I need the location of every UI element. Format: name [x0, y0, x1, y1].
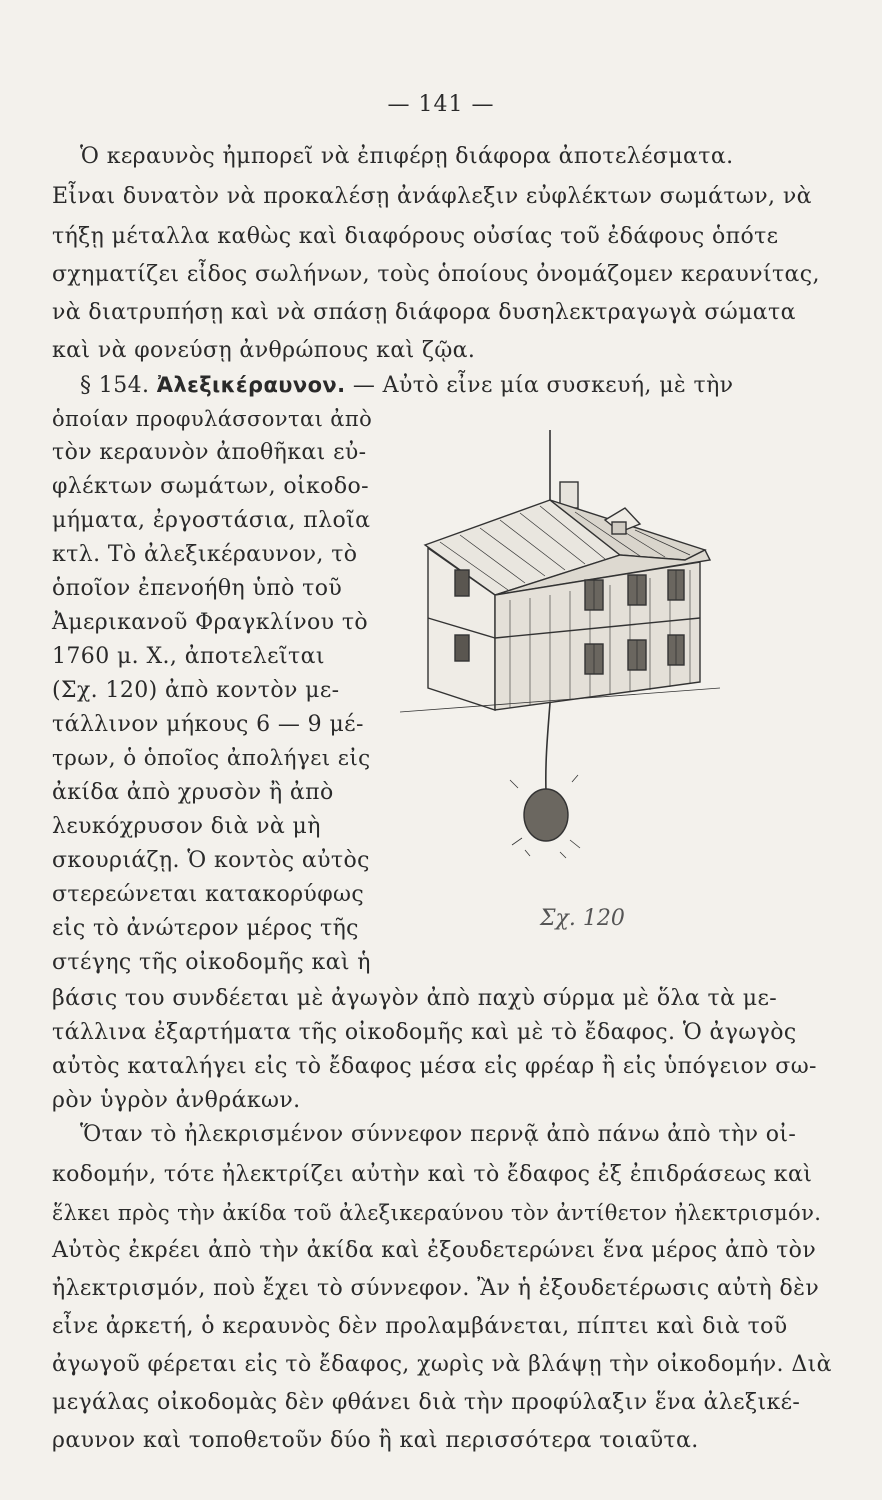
- text-line: νὰ διατρυπήσῃ καὶ νὰ σπάσῃ διάφορα δυσηλεκτραγωγὰ σώματα: [52, 300, 796, 325]
- text-line: στερεώνεται κατακορύφως: [52, 882, 365, 907]
- text-line: Αὐτὸς ἐκρέει ἀπὸ τὴν ἀκίδα καὶ ἐξουδετερώνει ἕνα μέρος ἀπὸ τὸν: [52, 1238, 817, 1263]
- text-line: ἠλεκτρισμόν, ποὺ ἔχει τὸ σύννεφον. Ἂν ἡ ἐξουδετέρωσις αὐτὴ δὲν: [52, 1276, 820, 1301]
- text-line: ραυνον καὶ τοποθετοῦν δύο ἢ καὶ περισσότερα τοιαῦτα.: [52, 1428, 699, 1453]
- text-line: βάσις του συνδέεται μὲ ἀγωγὸν ἀπὸ παχὺ σύρμα μὲ ὅλα τὰ με-: [52, 986, 778, 1011]
- text-line: αὐτὸς καταλήγει εἰς τὸ ἔδαφος μέσα εἰς φρέαρ ἢ εἰς ὑπόγειον σω-: [52, 1054, 817, 1079]
- text-line: στέγης τῆς οἰκοδομῆς καὶ ἡ: [52, 950, 371, 975]
- text-line: ἕλκει πρὸς τὴν ἀκίδα τοῦ ἀλεξικεραύνου τὸν ἀντίθετον ἠλεκτρισμόν.: [52, 1201, 822, 1225]
- text-line: εἶνε ἀρκετή, ὁ κεραυνὸς δὲν προλαμβάνεται, πίπτει καὶ διὰ τοῦ: [52, 1314, 788, 1339]
- text-line: τὸν κεραυνὸν ἀποθῆκαι εὐ-: [52, 440, 367, 465]
- text-line: ὁποίαν προφυλάσσονται ἀπὸ: [52, 407, 373, 431]
- text-line: τρων, ὁ ὁποῖος ἀπολήγει εἰς: [52, 746, 371, 771]
- text-line: Ὁ κεραυνὸς ἠμπορεῖ νὰ ἐπιφέρῃ διάφορα ἀποτελέσματα.: [80, 144, 734, 169]
- text-line: 1760 μ. Χ., ἀποτελεῖται: [52, 644, 325, 669]
- text-line: ἀγωγοῦ φέρεται εἰς τὸ ἔδαφος, χωρὶς νὰ βλάψῃ τὴν οἰκοδομήν. Διὰ: [52, 1352, 832, 1377]
- text-line: Εἶναι δυνατὸν νὰ προκαλέσῃ ἀνάφλεξιν εὐφλέκτων σωμάτων, νὰ: [52, 184, 812, 209]
- text-line: Ὅταν τὸ ἠλεκρισμένον σύννεφον περνᾷ ἀπὸ πάνω ἀπὸ τὴν οἰ-: [80, 1122, 797, 1147]
- text-line: μεγάλας οἰκοδομὰς δὲν φθάνει διὰ τὴν προφύλαξιν ἕνα ἀλεξικέ-: [52, 1390, 801, 1415]
- section-heading-line: [52, 370, 860, 401]
- text-line: μήματα, ἐργοστάσια, πλοῖα: [52, 508, 371, 533]
- text-line: ὁποῖον ἐπενοήθη ὑπὸ τοῦ: [52, 576, 343, 601]
- lightning-rod-house-illustration: [400, 420, 730, 880]
- text-line: φλέκτων σωμάτων, οἰκοδο-: [52, 474, 369, 499]
- text-line: (Σχ. 120) ἀπὸ κοντὸν με-: [52, 678, 340, 703]
- text-line: κοδομήν, τότε ἠλεκτρίζει αὐτὴν καὶ τὸ ἔδαφος ἐξ ἐπιδράσεως καὶ: [52, 1162, 813, 1187]
- figure-caption: Σχ. 120: [540, 906, 625, 931]
- text-line: καὶ νὰ φονεύσῃ ἀνθρώπους καὶ ζῷα.: [52, 338, 476, 363]
- text-line: ἀκίδα ἀπὸ χρυσὸν ἢ ἀπὸ: [52, 780, 334, 805]
- section-title: Ἀλεξικέραυνον.: [156, 373, 346, 397]
- page-number: — 141 —: [387, 92, 495, 117]
- text-line: κτλ. Τὸ ἀλεξικέραυνον, τὸ: [52, 542, 358, 567]
- section-intro: — Αὐτὸ εἶνε μία συσκευή, μὲ τὴν: [352, 373, 734, 398]
- text-line: εἰς τὸ ἀνώτερον μέρος τῆς: [52, 916, 359, 941]
- text-line: τάλλινον μήκους 6 — 9 μέ-: [52, 712, 364, 737]
- text-line: ρὸν ὑγρὸν ἀνθράκων.: [52, 1088, 301, 1113]
- text-line: Ἀμερικανοῦ Φραγκλίνου τὸ: [52, 610, 369, 635]
- section-number: § 154.: [80, 373, 150, 398]
- text-line: λευκόχρυσον διὰ νὰ μὴ: [52, 814, 321, 839]
- text-line: τάλλινα ἐξαρτήματα τῆς οἰκοδομῆς καὶ μὲ τὸ ἔδαφος. Ὁ ἀγωγὸς: [52, 1020, 797, 1045]
- text-line: σχηματίζει εἶδος σωλήνων, τοὺς ὁποίους ὀνομάζομεν κεραυνίτας,: [52, 262, 820, 287]
- text-line: σκουριάζῃ. Ὁ κοντὸς αὐτὸς: [52, 848, 370, 873]
- text-line: τήξῃ μέταλλα καθὼς καὶ διαφόρους οὐσίας τοῦ ἐδάφους ὁπότε: [52, 224, 779, 249]
